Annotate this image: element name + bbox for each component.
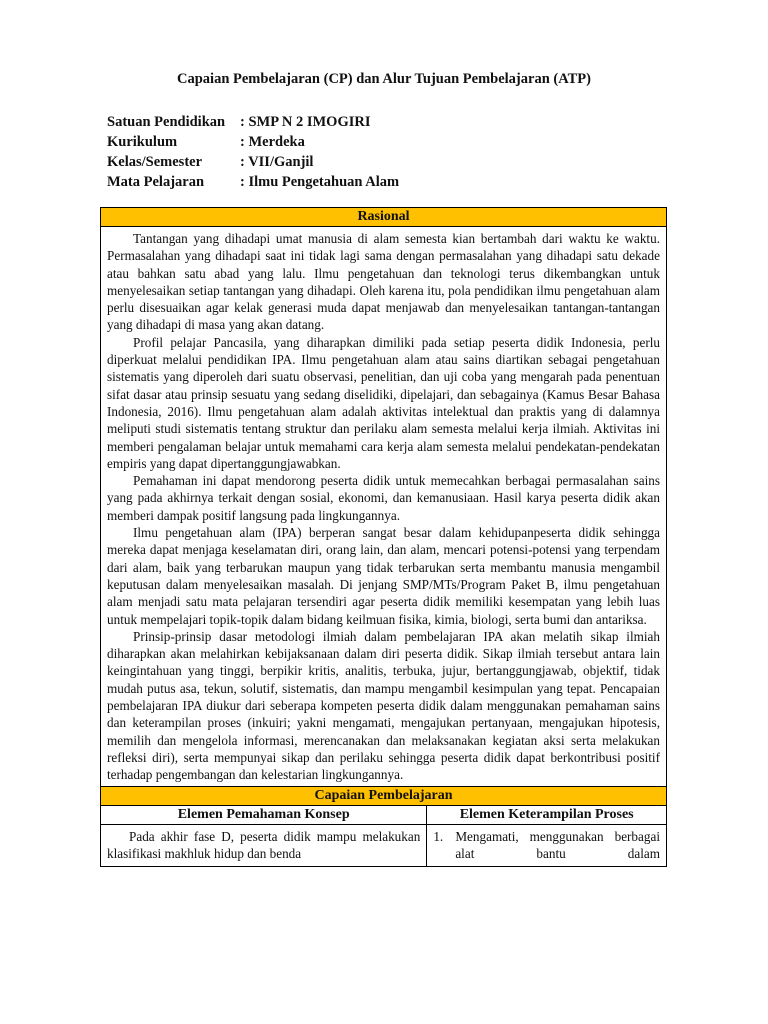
meta-row-kurikulum bbox=[107, 132, 399, 152]
cp-atp-table bbox=[100, 207, 667, 867]
pemahaman-konsep-cell bbox=[101, 824, 427, 866]
rasional-heading: Rasional bbox=[101, 208, 667, 227]
rasional-paragraph: Prinsip-prinsip dasar metodologi ilmiah dalam pembelajaran IPA akan melatih sikap ilmiah diharapkan akan melahirkan kebijaksanaan dalam diri peserta didik. Sikap ilmiah tersebut antara lain keingintahuan yang tinggi, berpikir kritis, analitis, terbuka, jujur, bertanggungjawab, objektif, tidak mudah putus asa, tekun, solutif, sistematis, dan mampu mengambil kesimpulan yang tepat. Pencapaian pembelajaran IPA diukur dari seberapa kompeten peserta didik dalam menggunakan pemahaman sains dan keterampilan proses (inkuiri; yakni mengamati, mengajukan pertanyaan, mengajukan hipotesis, memilih dan mengelola informasi, merencanakan dan melaksanakan kegiatan aksi serta melakukan refleksi diri), serta mempunyai sikap dan perilaku sehingga peserta didik dapat berkontribusi positif terhadap pengembangan dan kelestarian lingkungannya. bbox=[107, 628, 660, 783]
meta-label: Satuan Pendidikan bbox=[107, 114, 226, 130]
meta-value: : Merdeka bbox=[240, 134, 305, 150]
list-item bbox=[433, 828, 660, 866]
meta-value: : Ilmu Pengetahuan Alam bbox=[240, 174, 400, 190]
meta-label: Kurikulum bbox=[107, 134, 178, 150]
col-header-pemahaman-konsep: Elemen Pemahaman Konsep bbox=[101, 805, 427, 824]
rasional-paragraph: Profil pelajar Pancasila, yang diharapkan dimiliki pada setiap peserta didik Indonesia, perlu diperkuat melalui pendidikan IPA. Ilmu pengetahuan alam atau sains diartikan sebagai pengetahuan sistematis yang diperoleh dari suatu observasi, penelitian, dan uji coba yang mengarah pada penentuan sifat dasar atau prinsip sesuatu yang sedang diselidiki, dipelajari, dan sebagainya (Kamus Besar Bahasa Indonesia, 2016). Ilmu pengetahuan alam adalah aktivitas intelektual dan praktis yang di dalamnya meliputi studi sistematis tentang struktur dan perilaku alam semesta melalui kerja ilmiah. Aktivitas ini memberi pengalaman belajar untuk memahami cara kerja alam semesta melalui pendekatan-pendekatan empiris yang dapat dipertanggungjawabkan. bbox=[107, 334, 660, 471]
meta-value: : SMP N 2 IMOGIRI bbox=[240, 114, 371, 130]
rasional-body bbox=[101, 227, 667, 787]
capaian-heading: Capaian Pembelajaran bbox=[101, 786, 667, 805]
pemahaman-konsep-text: Pada akhir fase D, peserta didik mampu melakukan klasifikasi makhluk hidup dan benda bbox=[107, 828, 421, 861]
rasional-paragraph: Pemahaman ini dapat mendorong peserta didik untuk memecahkan berbagai permasalahan sains yang pada akhirnya terkait dengan sosial, ekonomi, dan kemanusiaan. Hasil karya peserta didik akan memberi dampak positif langsung pada lingkungannya. bbox=[107, 473, 660, 523]
meta-row-satuan bbox=[107, 112, 399, 132]
col-header-keterampilan-proses: Elemen Keterampilan Proses bbox=[427, 805, 667, 824]
keterampilan-proses-text: Mengamati, menggunakan berbagai alat bantu dalam bbox=[455, 828, 660, 861]
list-number: 1. bbox=[433, 828, 444, 844]
identity-block bbox=[107, 112, 399, 192]
document-title: Capaian Pembelajaran (CP) dan Alur Tujuan Pembelajaran (ATP) bbox=[177, 71, 591, 87]
meta-row-mapel bbox=[107, 172, 399, 192]
meta-row-kelas bbox=[107, 152, 399, 172]
meta-value: : VII/Ganjil bbox=[240, 154, 314, 170]
rasional-paragraph: Tantangan yang dihadapi umat manusia di alam semesta kian bertambah dari waktu ke waktu. Permasalahan yang dihadapi saat ini tidak lagi sama dengan permasalahan yang dihadapi satu dekade atau bahkan satu abad yang lalu. Ilmu pengetahuan dan teknologi terus dikembangkan untuk menyelesaikan setiap tantangan yang dihadapi. Oleh karena itu, pola pendidikan ilmu pengetahuan alam perlu disesuaikan agar kelak generasi muda dapat menjawab dan menyelesaikan tantangan-tantangan yang dihadapi di masa yang akan datang. bbox=[107, 231, 660, 333]
meta-label: Mata Pelajaran bbox=[107, 174, 205, 190]
meta-label: Kelas/Semester bbox=[107, 154, 203, 170]
rasional-paragraph: Ilmu pengetahuan alam (IPA) berperan sangat besar dalam kehidupanpeserta didik sehingga mereka dapat menjaga keselamatan diri, orang lain, dan alam, mencari potensi-potensi yang terpendam dari alam, baik yang terbarukan maupun yang tidak terbarukan serta membantu manusia mengambil keputusan dalam menyelesaikan masalah. Di jenjang SMP/MTs/Program Paket B, ilmu pengetahuan alam menjadi satu mata pelajaran tersendiri agar peserta didik memiliki kesempatan yang lebih luas untuk mempelajari topik-topik dalam bidang keilmuan fisika, kimia, biologi, serta bumi dan antariksa. bbox=[107, 525, 660, 627]
keterampilan-proses-cell bbox=[427, 824, 667, 866]
